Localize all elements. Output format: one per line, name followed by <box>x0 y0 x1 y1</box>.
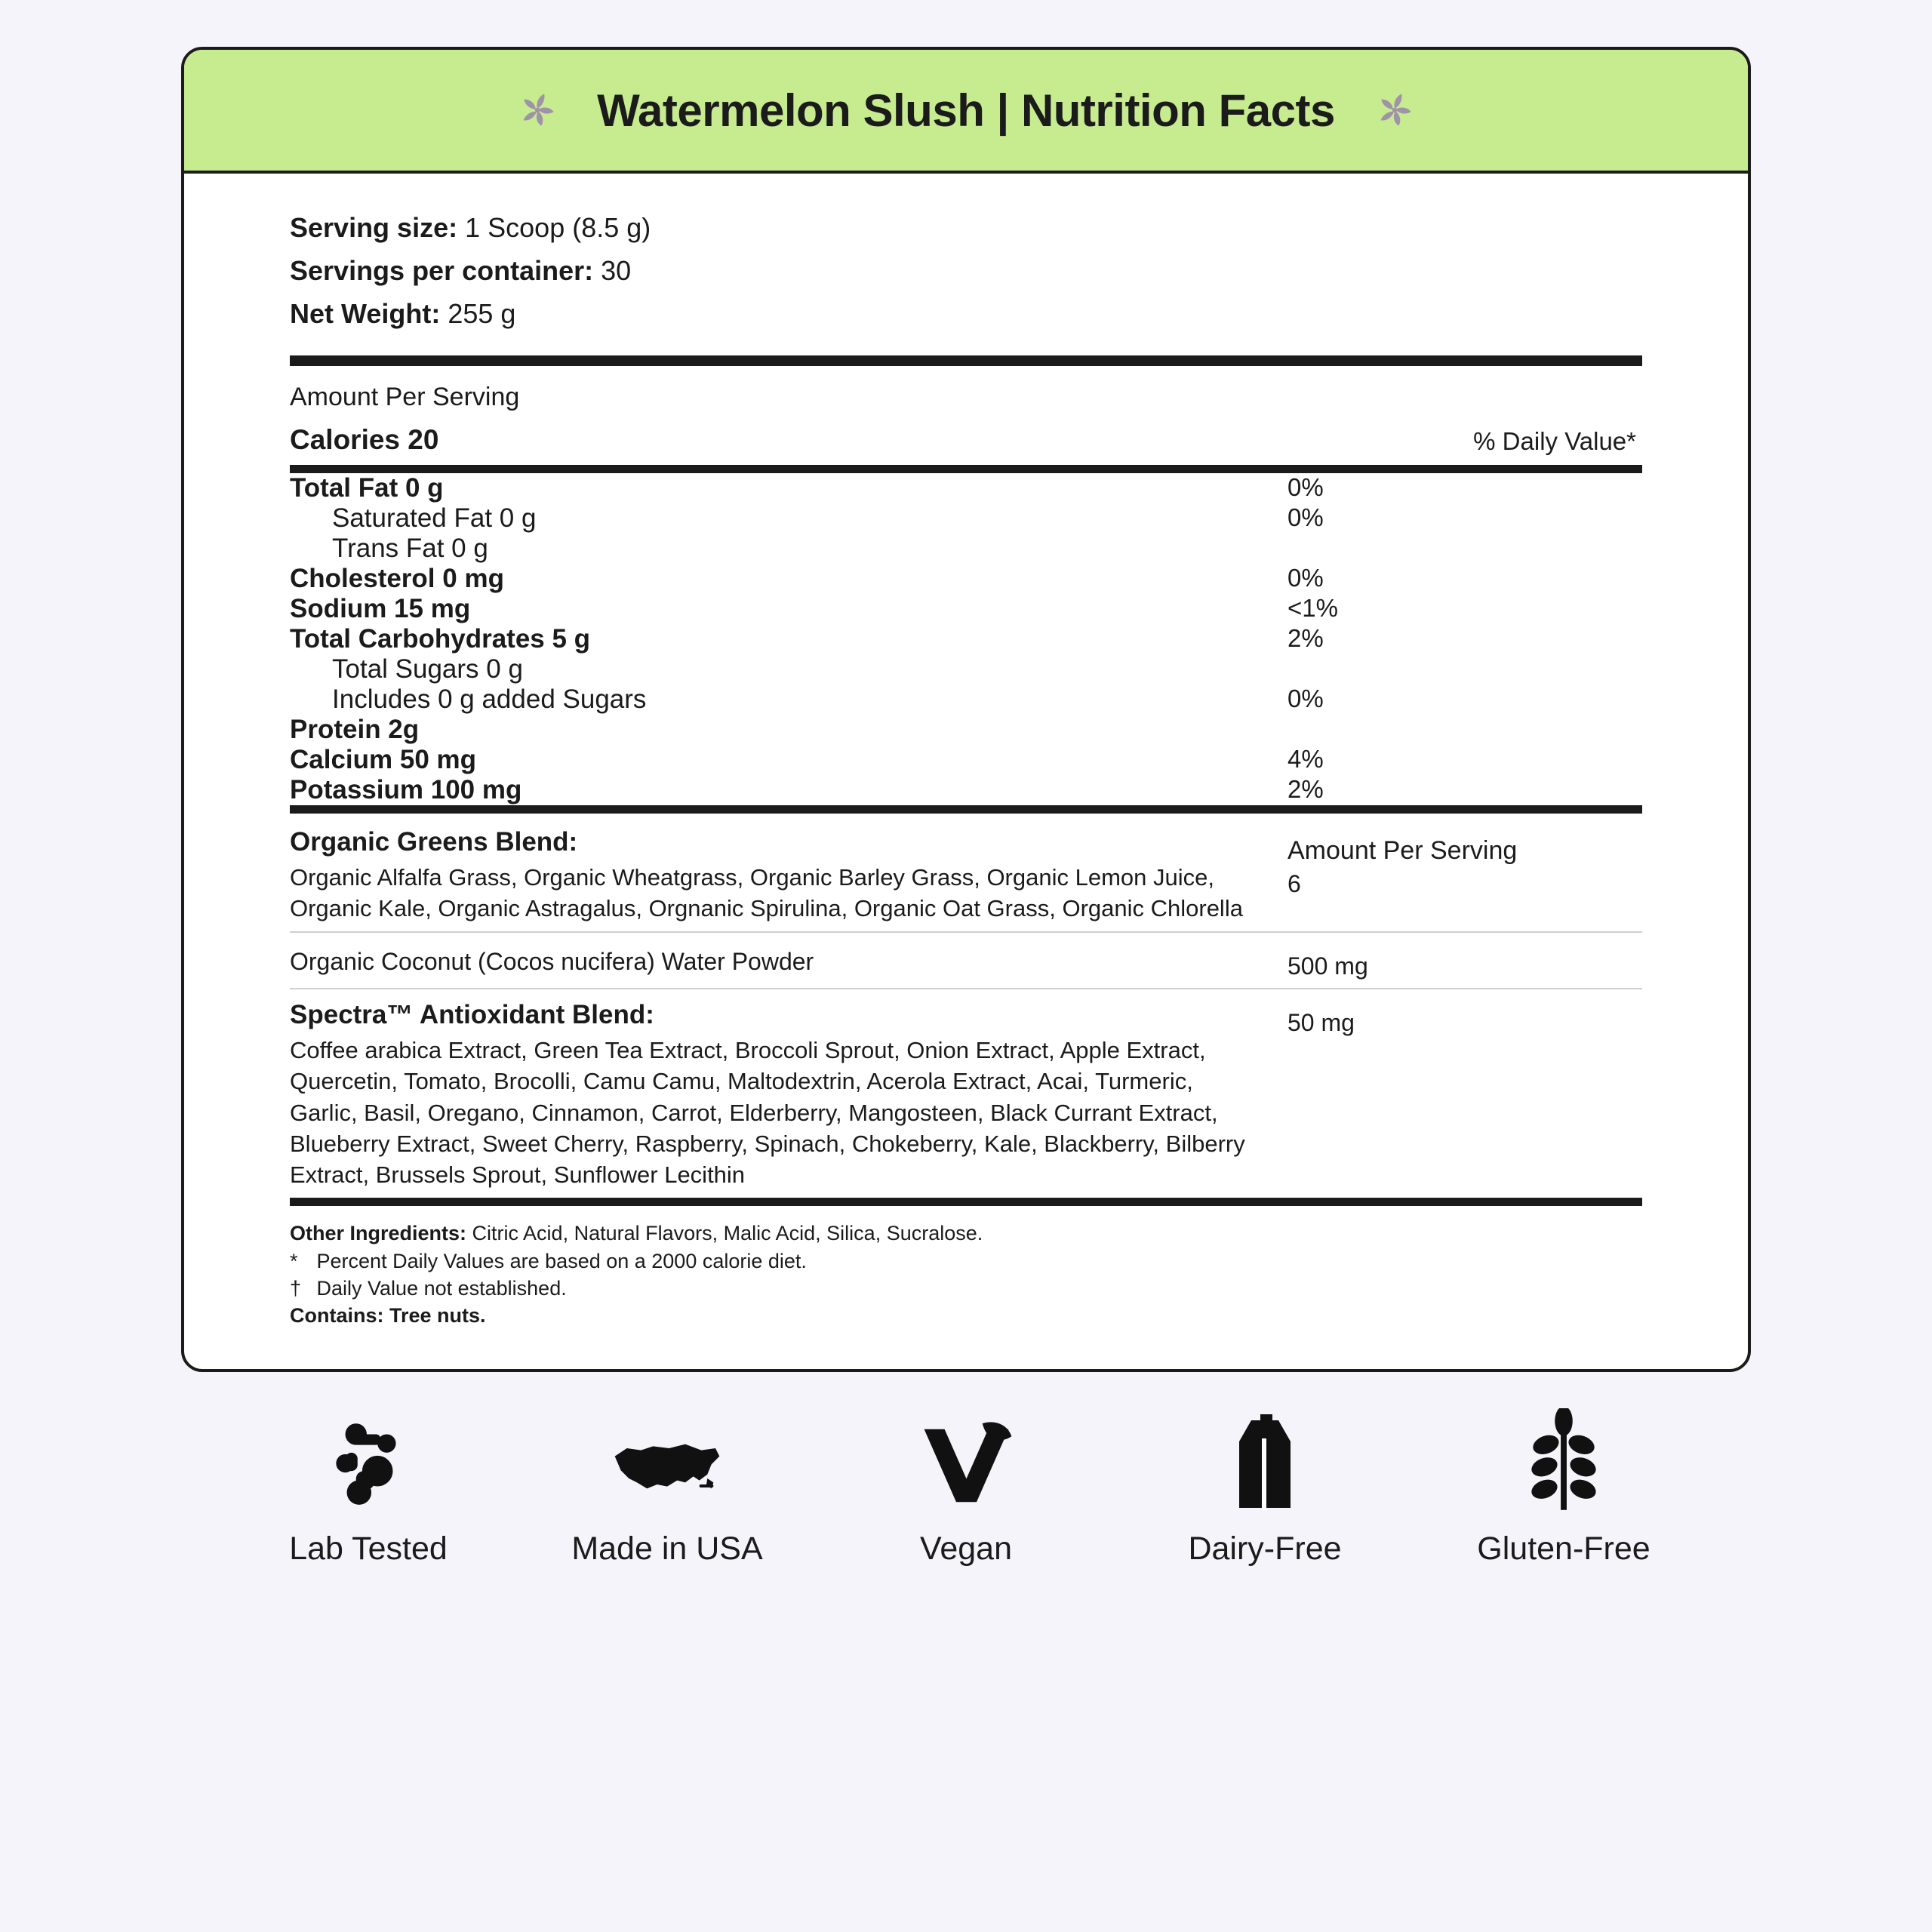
nutrient-daily-value <box>1287 654 1642 685</box>
calories-label: Calories 20 <box>290 423 439 455</box>
asterisk-note: Percent Daily Values are based on a 2000 calorie diet. <box>316 1249 807 1272</box>
nutrient-name: Total Fat 0 g <box>290 472 444 503</box>
blend-description: Organic Coconut (Cocos nucifera) Water Powder <box>290 948 814 976</box>
serving-size-value: 1 Scoop (8.5 g) <box>465 212 651 243</box>
daily-value-header: % Daily Value* <box>1473 426 1636 455</box>
divider-thick-top <box>290 355 1642 366</box>
nutrient-daily-value: 2% <box>1287 774 1324 803</box>
nutrient-table-body <box>290 473 1642 805</box>
other-ingredients-value: Citric Acid, Natural Flavors, Malic Acid, Silica, Sucralose. <box>472 1222 983 1245</box>
wheat-icon <box>1522 1411 1605 1511</box>
nutrient-name: Potassium 100 mg <box>290 774 522 804</box>
footnotes <box>290 1220 1642 1330</box>
divider-thick-blends <box>290 805 1642 814</box>
usa-map-icon <box>607 1411 728 1511</box>
flower-icon <box>1370 85 1420 135</box>
net-weight-line <box>290 293 1642 336</box>
badge-label: Vegan <box>920 1530 1012 1567</box>
nutrient-row <box>290 624 1642 654</box>
nutrient-name: Cholesterol 0 mg <box>290 563 504 593</box>
other-ingredients-label: Other Ingredients: <box>290 1222 467 1245</box>
blend-left <box>290 1000 1287 1190</box>
asterisk-note-line <box>290 1247 1642 1275</box>
blend-row <box>290 817 1642 931</box>
badge-vegan <box>817 1411 1115 1567</box>
blend-amount-header: Amount Per Serving <box>1287 835 1518 865</box>
badge-label: Lab Tested <box>289 1530 448 1567</box>
net-weight-value: 255 g <box>448 297 516 329</box>
nutrient-row <box>290 745 1642 775</box>
contains-value: Tree nuts. <box>389 1304 486 1327</box>
nutrient-row <box>290 564 1642 594</box>
nutrient-daily-value <box>1287 534 1642 564</box>
badge-label: Dairy-Free <box>1188 1530 1342 1567</box>
servings-per-container-value: 30 <box>601 254 632 286</box>
nutrient-table <box>290 473 1642 805</box>
serving-size-line <box>290 207 1642 250</box>
nutrient-daily-value: 0% <box>1287 472 1324 501</box>
nutrient-daily-value <box>1287 715 1642 745</box>
servings-per-container-line <box>290 250 1642 293</box>
nutrient-row <box>290 715 1642 745</box>
nutrient-daily-value: 2% <box>1287 623 1324 652</box>
nutrient-row <box>290 775 1642 805</box>
nutrient-row <box>290 534 1642 564</box>
blend-left <box>290 943 1287 976</box>
badge-gluten-free <box>1414 1411 1713 1567</box>
nutrient-row <box>290 503 1642 534</box>
nutrient-row <box>290 654 1642 685</box>
other-ingredients-line <box>290 1220 1642 1247</box>
page-title: Watermelon Slush | Nutrition Facts <box>597 85 1335 136</box>
blend-right <box>1287 943 1642 980</box>
blend-description: Organic Alfalfa Grass, Organic Wheatgrass, Organic Barley Grass, Organic Lemon Juice, Organic Kale, Organic Astragalus, Orgnanic Spirulina, Organic Oat Grass, Organic Chlorella <box>290 863 1243 921</box>
nutrient-name: Protein 2g <box>290 714 420 744</box>
badge-row <box>181 1372 1751 1567</box>
badge-made-in-usa <box>518 1411 817 1567</box>
panel-header <box>184 50 1748 174</box>
blend-section <box>290 817 1642 1198</box>
contains-label: Contains: <box>290 1304 384 1327</box>
dagger-symbol: † <box>290 1277 302 1300</box>
nutrient-daily-value: 4% <box>1287 744 1324 773</box>
nutrient-row <box>290 473 1642 503</box>
nutrient-name: Trans Fat 0 g <box>332 533 488 563</box>
nutrient-name: Includes 0 g added Sugars <box>332 684 647 714</box>
net-weight-label: Net Weight: <box>290 297 441 329</box>
badge-label: Gluten-Free <box>1477 1530 1651 1567</box>
nutrient-daily-value: 0% <box>1287 563 1324 592</box>
dagger-note-line <box>290 1275 1642 1302</box>
blend-description: Coffee arabica Extract, Green Tea Extract, Broccoli Sprout, Onion Extract, Apple Extract, Quercetin, Tomato, Brocolli, Camu Camu, Maltodextrin, Acerola Extract, Acai, Turmeric, Garlic, Basil, Oregano, Cinnamon, Carrot, Elderberry, Mangosteen, Black Currant Extract, Blueberry Extract, Sweet Cherry, Raspberry, Spinach, Chokeberry, Kale, Blackberry, Bilberry Extract, Brussels Sprout, Sunflower Lecithin <box>290 1037 1245 1188</box>
molecule-icon <box>319 1411 417 1511</box>
blend-amount: 500 mg <box>1287 952 1368 980</box>
v-leaf-icon <box>915 1411 1017 1511</box>
nutrient-daily-value: 0% <box>1287 503 1324 531</box>
serving-size-label: Serving size: <box>290 212 458 243</box>
divider-thick-footnotes <box>290 1198 1642 1206</box>
divider-thick-calories <box>290 465 1642 473</box>
nutrient-row <box>290 594 1642 624</box>
blend-title: Organic Greens Blend: <box>290 826 578 857</box>
blend-title: Spectra™ Antioxidant Blend: <box>290 1000 654 1030</box>
badge-dairy-free <box>1115 1411 1414 1567</box>
flower-icon <box>512 85 562 135</box>
nutrient-name: Total Carbohydrates 5 g <box>290 623 591 654</box>
milk-carton-icon <box>1224 1411 1306 1511</box>
dagger-note: Daily Value not established. <box>316 1277 567 1300</box>
nutrient-daily-value: 0% <box>1287 684 1324 712</box>
calories-row <box>290 424 1642 456</box>
blend-amount: 50 mg <box>1287 1009 1355 1037</box>
badge-label: Made in USA <box>571 1530 763 1567</box>
blend-amount: 6 <box>1287 869 1301 897</box>
blend-left <box>290 827 1287 924</box>
nutrient-name: Saturated Fat 0 g <box>332 503 537 533</box>
asterisk-symbol: * <box>290 1249 298 1272</box>
blend-right <box>1287 1000 1642 1037</box>
nutrient-row <box>290 685 1642 715</box>
nutrient-name: Sodium 15 mg <box>290 593 471 623</box>
nutrient-daily-value: <1% <box>1287 593 1338 622</box>
blend-row <box>290 933 1642 988</box>
badge-lab-tested <box>219 1411 518 1567</box>
panel-body <box>184 174 1748 1369</box>
servings-per-container-label: Servings per container: <box>290 254 594 286</box>
nutrient-name: Calcium 50 mg <box>290 744 477 774</box>
blend-row <box>290 989 1642 1198</box>
amount-per-serving-label: Amount Per Serving <box>290 382 520 411</box>
contains-line <box>290 1302 1642 1329</box>
nutrient-name: Total Sugars 0 g <box>332 654 523 684</box>
blend-right <box>1287 827 1642 898</box>
nutrition-panel <box>181 47 1751 1372</box>
